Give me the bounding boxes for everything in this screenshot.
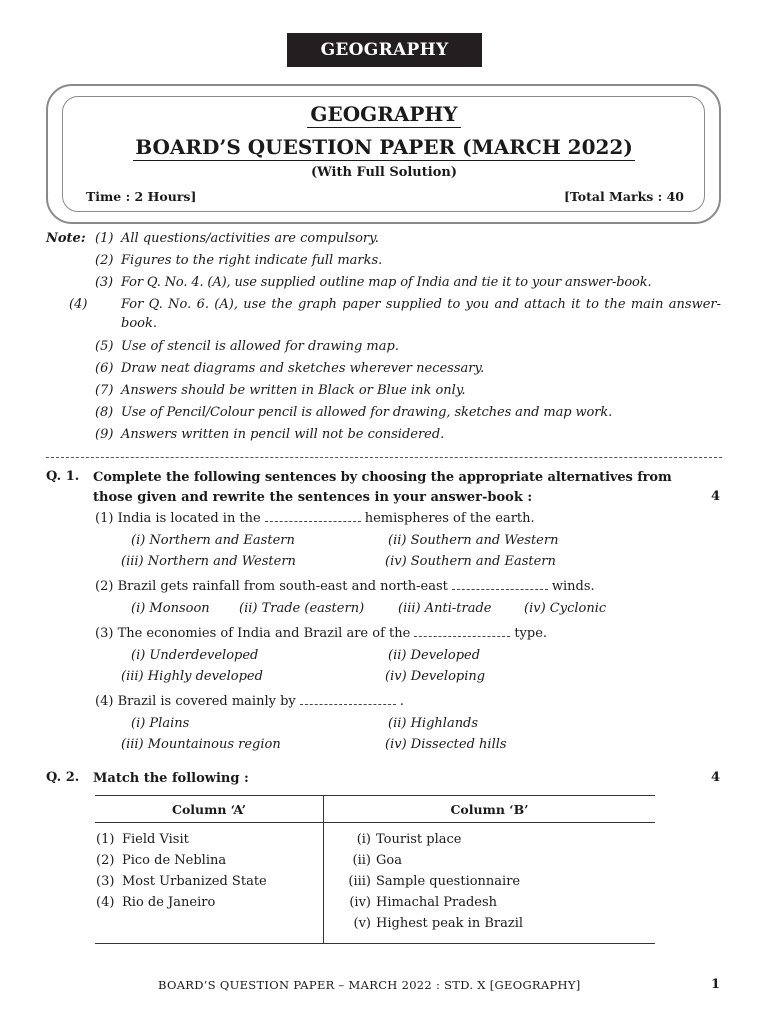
column-b-item: [325, 850, 654, 871]
answer-option: (iv) Cyclonic: [524, 601, 607, 616]
fill-in-blank: [265, 512, 361, 522]
answer-option: (i) Underdeveloped: [131, 648, 259, 663]
answer-option: (ii) Highlands: [388, 716, 479, 731]
sub-question-text-after: type.: [514, 626, 548, 641]
note-text: Figures to the right indicate full marks.: [121, 253, 383, 268]
sub-question-text-after: .: [399, 694, 404, 709]
note-item: [95, 425, 721, 444]
total-marks-info: [Total Marks : 40: [563, 189, 684, 204]
sub-question: [95, 511, 535, 526]
column-b-spacer: [324, 935, 656, 944]
item-text: Highest peak in Brazil: [376, 916, 524, 931]
note-text: For Q. No. 4. (A), use supplied outline map of India and tie it to your answer-book.: [121, 275, 652, 290]
paper-subtitle: (With Full Solution): [311, 165, 457, 180]
note-text: Answers written in pencil will not be considered.: [121, 427, 445, 442]
column-b-cell: [324, 823, 656, 936]
note-label: Note:: [46, 231, 86, 246]
section-divider: [46, 457, 722, 458]
sub-question-number: (2): [95, 579, 114, 594]
sub-question: [95, 579, 595, 594]
match-table-bottom-rule: [95, 935, 655, 944]
note-number: (7): [95, 383, 114, 398]
column-b-item: [325, 892, 654, 913]
match-table-body-row: [95, 823, 655, 936]
answer-option: (ii) Developed: [388, 648, 481, 663]
question-2-marks: 4: [710, 770, 720, 785]
item-text: Rio de Janeiro: [122, 895, 216, 910]
match-table: [95, 795, 655, 944]
answer-option: (iii) Mountainous region: [121, 737, 281, 752]
paper-title-text: BOARD’S QUESTION PAPER (MARCH 2022): [135, 135, 633, 159]
answer-option: (iii) Highly developed: [121, 669, 263, 684]
answer-option: (ii) Southern and Western: [388, 533, 559, 548]
sub-question-text-after: winds.: [551, 579, 595, 594]
answer-option: (i) Plains: [131, 716, 190, 731]
note-number: (9): [95, 427, 114, 442]
sub-question: [95, 626, 547, 641]
note-number: (3): [95, 275, 113, 290]
note-item: [69, 295, 721, 333]
note-item: [95, 229, 721, 248]
answer-option: (ii) Trade (eastern): [239, 601, 365, 616]
item-text: Sample questionnaire: [376, 874, 521, 889]
sub-question-text-before: Brazil is covered mainly by: [117, 694, 296, 709]
item-text: Himachal Pradesh: [376, 895, 498, 910]
note-text: All questions/activities are compulsory.: [121, 231, 379, 246]
column-b-header: Column ‘B’: [324, 796, 656, 823]
sub-question-text-before: The economies of India and Brazil are of the: [117, 626, 411, 641]
page-number: 1: [710, 977, 720, 992]
column-a-item: [96, 892, 322, 913]
column-b-item: [325, 871, 654, 892]
question-1-text-line1: Complete the following sentences by choosing the appropriate alternatives from: [93, 470, 672, 485]
item-text: Most Urbanized State: [122, 874, 267, 889]
note-item: [95, 403, 721, 422]
item-number: (v): [353, 916, 371, 931]
item-number: (1): [96, 832, 115, 847]
sub-question-number: (3): [95, 626, 114, 641]
note-text: Answers should be written in Black or Blue ink only.: [121, 383, 466, 398]
answer-option: (iii) Anti-trade: [398, 601, 492, 616]
item-number: (3): [96, 874, 115, 889]
answer-option: (i) Northern and Eastern: [131, 533, 295, 548]
question-1-marks: 4: [710, 489, 720, 504]
sub-question-text-after: hemispheres of the earth.: [364, 511, 535, 526]
fill-in-blank: [414, 627, 510, 637]
note-number: (4): [69, 297, 88, 312]
item-number: (2): [96, 853, 115, 868]
fill-in-blank: [300, 695, 396, 705]
note-number: (1): [95, 231, 114, 246]
paper-title: [0, 135, 768, 159]
answer-option: (iv) Southern and Eastern: [385, 554, 556, 569]
answer-option: (iii) Northern and Western: [121, 554, 296, 569]
column-a-cell: [95, 823, 324, 936]
column-a-item: [96, 871, 322, 892]
item-number: (iii): [348, 874, 371, 889]
sub-question-number: (1): [95, 511, 114, 526]
note-item: [95, 359, 721, 378]
item-number: (ii): [352, 853, 371, 868]
sub-question-text-before: Brazil gets rainfall from south-east and north-east: [117, 579, 448, 594]
sub-question-text-before: India is located in the: [117, 511, 261, 526]
question-1-text-line2: those given and rewrite the sentences in your answer-book :: [93, 490, 533, 505]
note-text: Use of Pencil/Colour pencil is allowed for drawing, sketches and map work.: [121, 405, 613, 420]
item-text: Field Visit: [122, 832, 189, 847]
item-text: Tourist place: [376, 832, 462, 847]
note-item: [95, 337, 721, 356]
fill-in-blank: [452, 580, 548, 590]
item-text: Pico de Neblina: [122, 853, 227, 868]
column-a-header: Column ‘A’: [95, 796, 324, 823]
column-b-item: [325, 913, 654, 934]
note-number: (8): [95, 405, 114, 420]
note-text: Use of stencil is allowed for drawing map.: [121, 339, 399, 354]
item-number: (iv): [349, 895, 371, 910]
paper-subject-heading: [0, 102, 768, 126]
item-number: (4): [96, 895, 115, 910]
time-info: Time : 2 Hours]: [86, 189, 197, 204]
column-a-item: [96, 829, 322, 850]
note-number: (2): [95, 253, 114, 268]
note-item: [95, 381, 721, 400]
subject-banner: GEOGRAPHY: [287, 33, 482, 67]
answer-option: (iv) Dissected hills: [385, 737, 507, 752]
note-number: (5): [95, 339, 114, 354]
note-text: For Q. No. 6. (A), use the graph paper supplied to you and attach it to the main answer-book.: [121, 297, 721, 331]
question-2-text: Match the following :: [93, 771, 249, 786]
answer-option: (i) Monsoon: [131, 601, 210, 616]
match-table-header-row: [95, 796, 655, 823]
paper-subject-text: GEOGRAPHY: [307, 102, 460, 128]
question-2-label: Q. 2.: [46, 770, 80, 785]
note-number: (6): [95, 361, 114, 376]
column-a-item: [96, 850, 322, 871]
question-1-label: Q. 1.: [46, 469, 80, 484]
column-a-spacer: [95, 935, 324, 944]
answer-option: (iv) Developing: [385, 669, 486, 684]
sub-question: [95, 694, 404, 709]
item-number: (i): [356, 832, 371, 847]
note-item: [95, 273, 721, 292]
item-text: Goa: [376, 853, 402, 868]
sub-question-number: (4): [95, 694, 114, 709]
column-b-item: [325, 829, 654, 850]
note-text: Draw neat diagrams and sketches wherever necessary.: [121, 361, 485, 376]
note-item: [95, 251, 721, 270]
page-footer: BOARD’S QUESTION PAPER – MARCH 2022 : STD. X [GEOGRAPHY]: [158, 978, 581, 992]
